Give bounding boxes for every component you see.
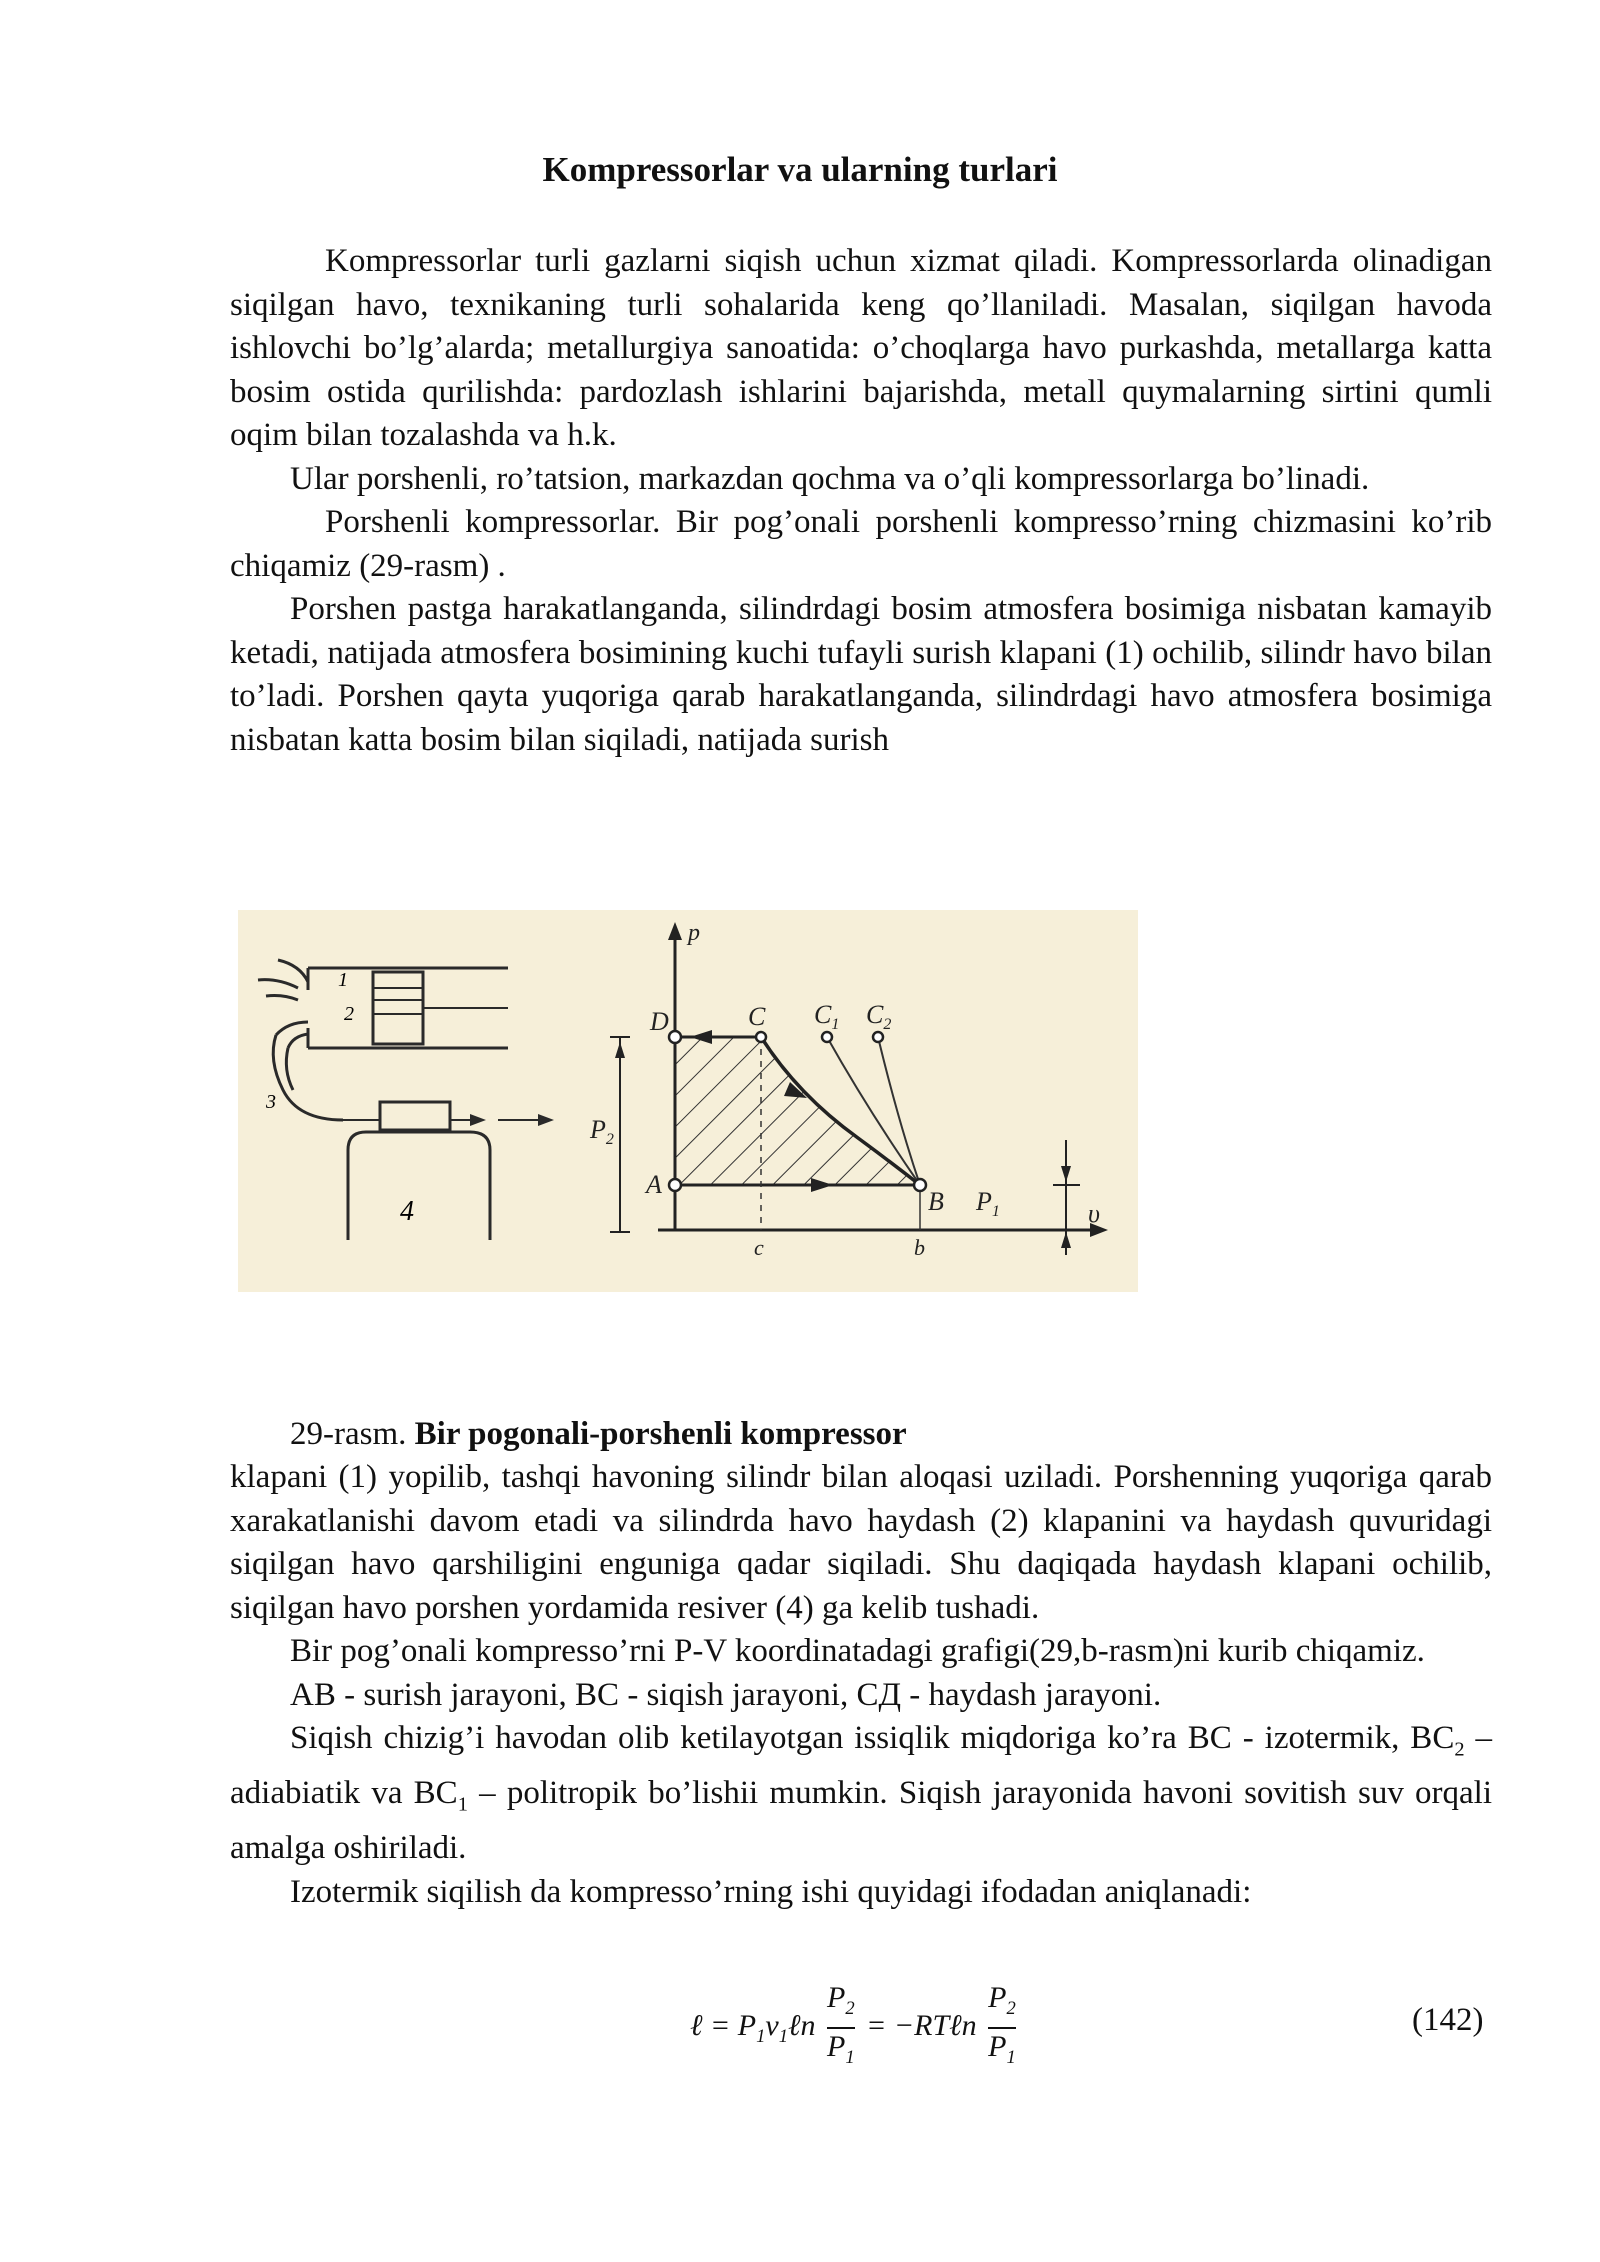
- point-C1: [822, 1032, 832, 1042]
- caption-prefix: 29-rasm.: [290, 1416, 415, 1452]
- label-c: c: [754, 1235, 764, 1260]
- label-B: B: [928, 1187, 944, 1216]
- fraction-2: $\frac{P_2}{P_1}$: [988, 1981, 1016, 2068]
- compressor-figure: [238, 910, 1138, 1292]
- paragraph: klapani (1) yopilib, tashqi havoning silindr bilan aloqasi uziladi. Porshenning yuqoriga qarab xarakatlanishi davom etadi va silindrda havo haydash (2) klapanini va haydash quvuridagi siqilgan havo qarshiligini enguniga qadar siqiladi. Shu daqiqada haydash klapani ochilib, siqilgan havo porshen yordamida resiver (4) ga kelib tushadi.: [230, 1459, 1492, 1626]
- page-title: Kompressorlar va ularning turlari: [542, 150, 1058, 189]
- receiver-valve-box: [380, 1102, 450, 1130]
- equation-number: (142): [1412, 2002, 1484, 2038]
- piston: [373, 972, 423, 1044]
- paragraph: Ular porshenli, ro’tatsion, markazdan qochma va o’qli kompressorlarga bo’linadi.: [290, 460, 1370, 497]
- point-C: [756, 1032, 766, 1042]
- valve-1-label: 1: [338, 969, 348, 991]
- point-A: [669, 1179, 681, 1191]
- label-P1: $P_1$: [976, 1187, 1000, 1220]
- label-C1: $C_1$: [814, 1000, 840, 1033]
- pv-diagram: [610, 922, 1108, 1255]
- receiver-4: [348, 1132, 490, 1240]
- v-axis-label: υ: [1088, 1199, 1100, 1228]
- label-C2: $C_2$: [866, 1000, 892, 1033]
- pipe-3-label: 3: [266, 1091, 276, 1113]
- caption-title: Bir pogonali-porshenli kompressor: [414, 1416, 907, 1452]
- paragraph: Porshenli kompressorlar. Bir pog’onali porshenli kompresso’rning chizmasini ko’rib chiqamiz (29-rasm) .: [230, 504, 1492, 584]
- figure-caption: [290, 1413, 1490, 1457]
- label-A: A: [646, 1170, 662, 1199]
- label-C: C: [748, 1002, 766, 1031]
- paragraph: Bir pog’onali kompresso’rni P-V koordinatadagi grafigi(29,b-rasm)ni kurib chiqamiz.: [290, 1633, 1425, 1669]
- label-P2: $P_2$: [590, 1115, 614, 1148]
- valve-2-label: 2: [344, 1003, 354, 1025]
- compressor-diagram: [238, 910, 1138, 1292]
- label-D: D: [650, 1007, 669, 1036]
- point-B: [914, 1179, 926, 1191]
- receiver-4-label: 4: [400, 1196, 414, 1227]
- intake-pipe: [258, 980, 298, 988]
- point-D: [669, 1031, 681, 1043]
- paragraph: AB - surish jarayoni, BC - siqish jarayoni, CД - haydash jarayoni.: [290, 1676, 1162, 1713]
- p-axis-arrow: [668, 922, 682, 940]
- paragraph: Kompressorlar turli gazlarni siqish uchun xizmat qiladi. Kompressorlarda olinadigan siqilgan havo, texnikaning turli sohalarida keng qo’llaniladi. Masalan, siqilgan havoda ishlovchi bo’lg’alarda; metallurgiya sanoatida: o’choqlarga havo purkashda, metallarga katta bosim ostida qurilishda: pardozlash ishlarini bajarishda, metall quymalarning sirtini qumli oqim bilan tozalashda va h.k.: [230, 243, 1492, 453]
- label-b: b: [914, 1235, 925, 1260]
- p-axis-label: p: [688, 920, 700, 946]
- formula-142: ℓ = $P_1v_1\ell n$ $\frac{P_2}{P_1}$ = −RTℓn $\frac{P_2}{P_1}$: [690, 1980, 1020, 2076]
- paragraph: Porshen pastga harakatlanganda, silindrdagi bosim atmosfera bosimiga nisbatan kamayib ketadi, natijada atmosfera bosimining kuchi tufayli surish klapani (1) ochilib, silindr havo bilan to’ladi. Porshen qayta yuqoriga qarab harakatlanganda, silindrdagi havo atmosfera bosimiga nisbatan katta bosim bilan siqiladi, natijada surish: [230, 591, 1492, 758]
- point-C2: [873, 1032, 883, 1042]
- paragraph: Izotermik siqilish da kompresso’rning ishi quyidagi ifodadan aniqlanadi:: [290, 1873, 1252, 1910]
- text-block-top: [230, 240, 1492, 762]
- text-block-bottom: [230, 1456, 1492, 1914]
- paragraph-siqish: Siqish chizig’i havodan olib ketilayotgan issiqlik miqdoriga ko’ra BC - izotermik, $BC_2$ – adiabiatik va $BC_1$ – politropik bo’lishii mumkin. Siqish jarayonida havoni sovitish suv orqali amalga oshiriladi.: [230, 1720, 1493, 1867]
- fraction-1: $\frac{P_2}{P_1}$: [827, 1981, 855, 2068]
